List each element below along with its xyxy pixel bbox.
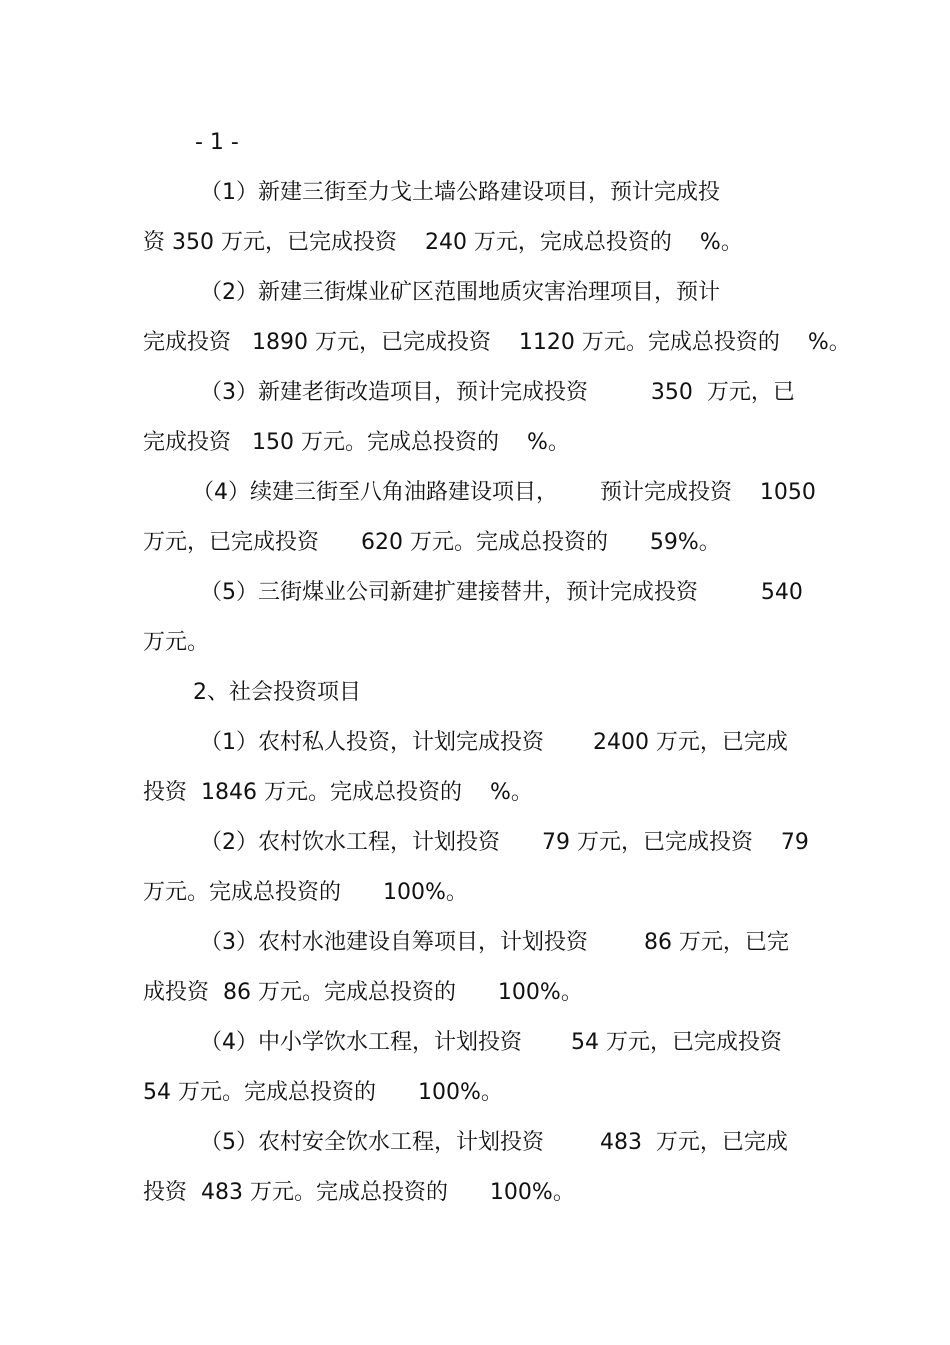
text-line: 完成投资 1890 万元，已完成投资 1120 万元。完成总投资的 %。 xyxy=(143,330,851,355)
text-line: 资 350 万元，已完成投资 240 万元，完成总投资的 %。 xyxy=(143,230,743,255)
text-line: （4）续建三街至八角油路建设项目， 预计完成投资 1050 xyxy=(192,480,816,505)
text-line: （3）新建老街改造项目，预计完成投资 350 万元，已 xyxy=(200,380,795,405)
text-line: （2）新建三街煤业矿区范围地质灾害治理项目，预计 xyxy=(200,280,720,305)
text-line: （4）中小学饮水工程，计划投资 54 万元，已完成投资 xyxy=(200,1030,782,1055)
section-heading: 2、社会投资项目 xyxy=(193,680,361,705)
text-line: 成投资 86 万元。完成总投资的 100%。 xyxy=(143,980,583,1005)
text-line: 万元。完成总投资的 100%。 xyxy=(143,880,468,905)
text-line: （2）农村饮水工程，计划投资 79 万元，已完成投资 79 xyxy=(200,830,809,855)
text-line: （1）新建三街至力戈土墙公路建设项目，预计完成投 xyxy=(200,180,720,205)
page-number: - 1 - xyxy=(195,130,239,155)
text-line: 54 万元。完成总投资的 100%。 xyxy=(143,1080,503,1105)
text-line: 完成投资 150 万元。完成总投资的 %。 xyxy=(143,430,570,455)
text-line: （5）农村安全饮水工程，计划投资 483 万元，已完成 xyxy=(200,1130,788,1155)
text-line: 万元。 xyxy=(143,630,210,655)
text-line: 投资 483 万元。完成总投资的 100%。 xyxy=(143,1180,575,1205)
text-line: （5）三街煤业公司新建扩建接替井，预计完成投资 540 xyxy=(200,580,803,605)
text-line: 万元，已完成投资 620 万元。完成总投资的 59%。 xyxy=(143,530,721,555)
text-line: 投资 1846 万元。完成总投资的 %。 xyxy=(143,780,533,805)
text-line: （1）农村私人投资，计划完成投资 2400 万元，已完成 xyxy=(200,730,788,755)
text-line: （3）农村水池建设自筹项目，计划投资 86 万元，已完 xyxy=(200,930,789,955)
